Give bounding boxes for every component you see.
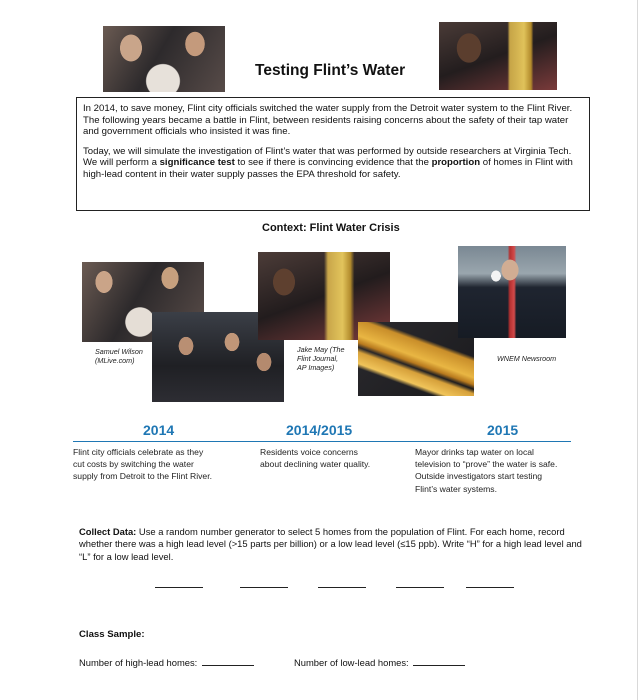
intro-text: of homes in Flint with high-lead content in their water supply passes the EPA threshold for safety. (83, 157, 573, 180)
class-sample-label: Class Sample: (79, 629, 145, 640)
intro-box (76, 97, 590, 211)
photo-mayor-drinking (458, 246, 566, 338)
caption-line: Samuel Wilson (95, 347, 143, 356)
timeline-line: Residents voice concerns (260, 447, 358, 457)
timeline-text-2014 (73, 446, 253, 483)
timeline-line: supply from Detroit to the Flint River. (73, 471, 212, 482)
caption-line: (MLive.com) (95, 356, 135, 365)
low-lead-count-row (294, 657, 465, 668)
caption-line: AP Images) (297, 363, 335, 372)
timeline-text-2015 (415, 446, 595, 495)
header-photo-water-bottle (439, 22, 557, 90)
header-photo-celebration (103, 26, 225, 92)
answer-blank-5[interactable] (466, 587, 514, 588)
intro-text: Today, we will simulate the investigation of Flint’s water that was performed by outside researchers at Virginia Tech. We will perform a (83, 145, 572, 169)
caption-may (297, 345, 345, 372)
caption-wilson (95, 347, 143, 365)
timeline-year-2014: 2014 (143, 422, 175, 438)
collect-data-instructions (79, 526, 587, 563)
answer-blank-1[interactable] (155, 587, 203, 588)
timeline-text-2014-2015 (260, 446, 410, 470)
timeline-line: Outside investigators start testing (415, 471, 543, 482)
context-heading: Context: Flint Water Crisis (262, 222, 400, 234)
caption-line: Jake May (The (297, 345, 345, 354)
answer-blank-2[interactable] (240, 587, 288, 588)
collect-data-text: Use a random number generator to select 5 homes from the population of Flint. For each home, record whether there was a high lead level (>15 parts per billion) or a low lead level (≤15 ppb). Write “H” for a high lead level and “L” for a low lead level. (79, 526, 582, 562)
timeline-year-2014-2015: 2014/2015 (286, 422, 353, 438)
low-lead-blank[interactable] (413, 657, 465, 666)
intro-bold-term: proportion (431, 157, 481, 169)
collect-data-label: Collect Data: (79, 526, 137, 537)
intro-paragraph-1: In 2014, to save money, Flint city officials switched the water supply from the Detroit water system to the Flint River. The following years became a battle in Flint, between residents raising concerns about the safety of their tap water and government officials who insisted it was fine. (83, 103, 573, 138)
intro-text: to see if there is convincing evidence that the (234, 157, 432, 169)
answer-blank-3[interactable] (318, 587, 366, 588)
high-lead-label: Number of high-lead homes: (79, 657, 200, 668)
timeline-year-2015: 2015 (487, 422, 519, 438)
timeline-divider (73, 441, 571, 442)
high-lead-blank[interactable] (202, 657, 254, 666)
timeline-line: Mayor drinks tap water on local (415, 447, 534, 457)
photo-discolored-bottles (358, 322, 474, 396)
timeline-line: television to “prove” the water is safe. (415, 459, 558, 470)
caption-wnem: WNEM Newsroom (497, 354, 557, 363)
low-lead-label: Number of low-lead homes: (294, 657, 412, 668)
intro-paragraph-2 (83, 146, 583, 181)
intro-bold-term: significance test (159, 157, 235, 169)
timeline-line: about declining water quality. (260, 459, 371, 470)
page-title: Testing Flint’s Water (255, 62, 406, 79)
high-lead-count-row (79, 657, 254, 668)
timeline-line: cut costs by switching the water (73, 459, 194, 470)
caption-line: Flint Journal, (297, 354, 339, 363)
answer-blank-4[interactable] (396, 587, 444, 588)
timeline-line: Flint city officials celebrate as they (73, 447, 204, 457)
timeline-line: Flint’s water systems. (415, 483, 497, 494)
